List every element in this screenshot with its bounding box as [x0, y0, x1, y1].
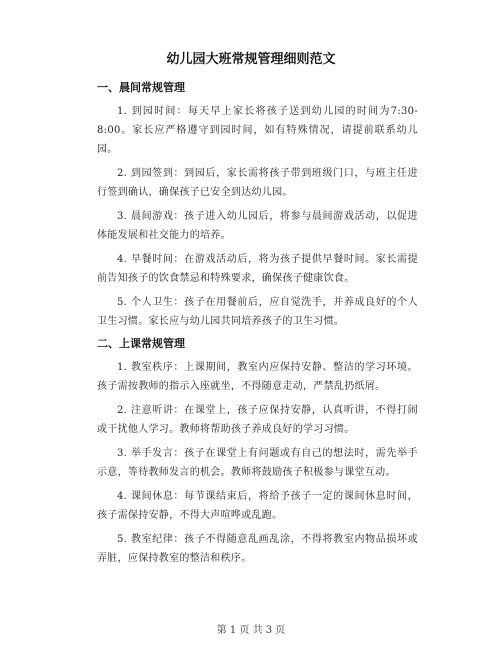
- document-body: [97, 80, 418, 573]
- paragraph: 3. 晨间游戏：孩子进入幼儿园后，将参与晨间游戏活动，以促进体能发展和社交能力的培养。: [97, 211, 418, 241]
- paragraph: 4. 课间休息：每节课结束后，将给予孩子一定的课间休息时间，孩子需保持安静，不得大声喧哗或乱跑。: [97, 491, 418, 521]
- paragraph: 4. 早餐时间：在游戏活动后，将为孩子提供早餐时间。家长需提前告知孩子的饮食禁忌和特殊要求，确保孩子健康饮食。: [97, 254, 418, 284]
- section-class: [97, 336, 418, 568]
- paragraph: 5. 个人卫生：孩子在用餐前后，应自觉洗手，并养成良好的个人卫生习惯。家长应与幼儿园共同培养孩子的卫生习惯。: [97, 297, 418, 327]
- page-footer: 第 1 页 共 3 页: [216, 625, 286, 636]
- paragraph: 2. 注意听讲：在课堂上，孩子应保持安静，认真听讲，不得打闹或干扰他人学习。教师将帮助孩子养成良好的学习习惯。: [97, 405, 418, 435]
- paragraph: 5. 教室纪律：孩子不得随意乱画乱涂，不得将教室内物品损坏或弄脏，应保持教室的整洁和秩序。: [97, 534, 418, 564]
- paragraph: 2. 到园签到：到园后，家长需将孩子带到班级门口，与班主任进行签到确认，确保孩子已安全到达幼儿园。: [97, 168, 418, 198]
- paragraph: 1. 教室秩序：上课期间，教室内应保持安静、整洁的学习环境。孩子需按教师的指示入座就坐，不得随意走动，严禁乱扔纸屑。: [97, 362, 418, 392]
- section-morning: [97, 80, 418, 331]
- paragraph: 1. 到园时间：每天早上家长将孩子送到幼儿园的时间为7:30-8:00。家长应严格遵守到园时间，如有特殊情况，请提前联系幼儿园。: [97, 106, 418, 155]
- document-title: 幼儿园大班常规管理细则范文: [166, 52, 336, 67]
- section-heading: 二、上课常规管理: [97, 337, 185, 350]
- section-heading: 一、晨间常规管理: [97, 81, 185, 94]
- paragraph: 3. 举手发言：孩子在课堂上有问题或有自己的想法时，需先举手示意，等待教师发言的机会。教师将鼓励孩子积极参与课堂互动。: [97, 448, 418, 478]
